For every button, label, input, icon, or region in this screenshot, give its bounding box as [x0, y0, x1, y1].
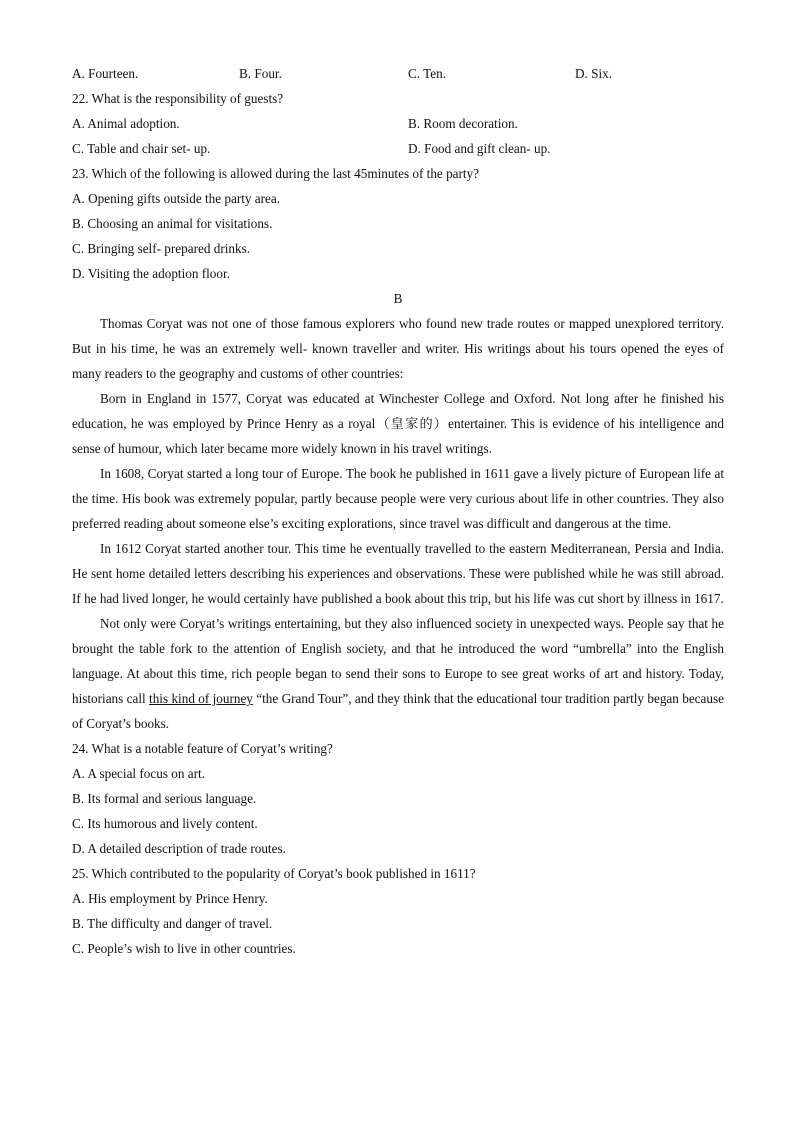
passage-paragraph-3: In 1608, Coryat started a long tour of Europe. The book he published in 1611 gave a lively picture of European life at the time. His book was extremely popular, partly because people were very curious about life in other countries. They also preferred reading about someone else’s exciting explorations, since travel was difficult and dangerous at the time.	[72, 466, 724, 531]
q22-options-row-1	[72, 111, 724, 136]
q22-option-b: B. Room decoration.	[408, 116, 518, 131]
q23-option-a: A. Opening gifts outside the party area.	[72, 191, 281, 206]
paragraph-5-text-start: Not only were Coryat’s writings entertaining, but they also influenced society in unexpected ways. People say that he brought the table fork to the attention of English society, and that he introduced the word “umbrella” into the English language. At about this time, rich people began to send their sons to Europe to see great works of art and history. Today, historians call	[72, 616, 724, 706]
q24-option-c: C. Its humorous and lively content.	[72, 816, 258, 831]
q21-option-d: D. Six.	[575, 66, 613, 81]
q22-options-row-2	[72, 136, 724, 161]
passage-paragraph-5	[72, 611, 724, 736]
underlined-phrase: this kind of journey	[149, 691, 253, 706]
q24-option-a: A. A special focus on art.	[72, 766, 205, 781]
q24-option-d: D. A detailed description of trade routes.	[72, 841, 286, 856]
q23-option-d: D. Visiting the adoption floor.	[72, 266, 230, 281]
q21-option-a: A. Fourteen.	[72, 66, 139, 81]
q22-option-a: A. Animal adoption.	[72, 116, 180, 131]
section-b-title: B	[393, 291, 403, 306]
q25-option-c: C. People’s wish to live in other countries.	[72, 941, 296, 956]
q22-question: 22. What is the responsibility of guests?	[72, 91, 284, 106]
q24-question: 24. What is a notable feature of Coryat’s writing?	[72, 741, 333, 756]
document-page	[72, 61, 724, 961]
passage-paragraph-2: Born in England in 1577, Coryat was educated at Winchester College and Oxford. Not long after he finished his education, he was employed by Prince Henry as a royal（皇家的）entertainer. This is evidence of his intelligence and sense of humour, which later became more widely known in his travel writings.	[72, 391, 724, 456]
passage-paragraph-1: Thomas Coryat was not one of those famous explorers who found new trade routes or mapped unexplored territory. But in his time, he was an extremely well- known traveller and writer. His writings about his tours opened the eyes of many readers to the geography and customs of other countries:	[72, 316, 724, 381]
q21-option-c: C. Ten.	[408, 66, 447, 81]
q21-options	[72, 61, 724, 86]
q22-option-c: C. Table and chair set- up.	[72, 141, 211, 156]
q23-option-c: C. Bringing self- prepared drinks.	[72, 241, 250, 256]
q25-option-a: A. His employment by Prince Henry.	[72, 891, 268, 906]
q23-question: 23. Which of the following is allowed during the last 45minutes of the party?	[72, 166, 480, 181]
q23-option-b: B. Choosing an animal for visitations.	[72, 216, 273, 231]
q21-option-b: B. Four.	[239, 66, 282, 81]
q25-option-b: B. The difficulty and danger of travel.	[72, 916, 273, 931]
q24-option-b: B. Its formal and serious language.	[72, 791, 257, 806]
passage-paragraph-4: In 1612 Coryat started another tour. This time he eventually travelled to the eastern Mediterranean, Persia and India. He sent home detailed letters describing his experiences and observations. These were published while he was still abroad. If he had lived longer, he would certainly have published a book about this trip, but his life was cut short by illness in 1617.	[72, 541, 724, 606]
paragraph-5-text-end: “the Grand Tour”, and they think that the educational tour tradition partly began because of Coryat’s books.	[72, 691, 724, 731]
q22-option-d: D. Food and gift clean- up.	[408, 141, 551, 156]
q25-question: 25. Which contributed to the popularity of Coryat’s book published in 1611?	[72, 866, 476, 881]
